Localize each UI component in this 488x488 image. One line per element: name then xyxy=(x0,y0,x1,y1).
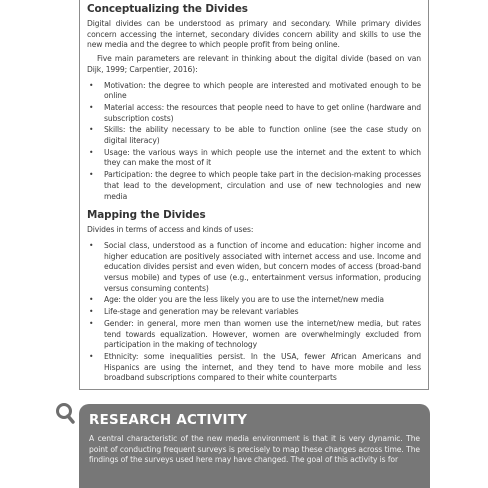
research-activity-box xyxy=(79,404,430,488)
list-item-text: Participation: the degree to which people take part in the decision-making processes that lead to the development, circulation and use of new technologies and new media xyxy=(104,170,421,201)
research-activity-title: RESEARCH ACTIVITY xyxy=(89,413,248,428)
bullet-icon: • xyxy=(89,80,94,90)
list-item-text: Usage: the various ways in which people use the internet and the extent to which they can make the most of it xyxy=(104,147,421,168)
list-item xyxy=(87,148,421,169)
paragraph: Digital divides can be understood as primary and secondary. While primary divides concern accessing the internet, secondary divides concern ability and skills to use the new media and the degree to which people profit from being online. xyxy=(87,19,421,50)
bullet-icon: • xyxy=(89,102,94,112)
list-item-text: Motivation: the degree to which people are interested and motivated enough to be online xyxy=(104,80,421,101)
bullet-icon: • xyxy=(89,318,94,328)
list-item-text: Gender: in general, more men than women use the internet/new media, but rates tend towards equalization. However, women are overwhelmingly excluded from participation in the making of technology xyxy=(104,318,421,350)
list-item xyxy=(87,125,421,146)
bullet-list-parameters xyxy=(87,81,421,203)
list-item xyxy=(87,241,421,295)
list-item xyxy=(87,81,421,102)
bullet-icon: • xyxy=(89,351,94,361)
bullet-icon: • xyxy=(89,240,94,250)
list-item-text: Age: the older you are the less likely you are to use the internet/new media xyxy=(104,295,384,305)
list-item xyxy=(87,319,421,351)
list-item-text: Ethnicity: some inequalities persist. In the USA, fewer African Americans and Hispanics are using the internet, and they tend to have more mobile and less broadband subscriptions compared to their white counterparts xyxy=(104,351,421,383)
research-activity-text: A central characteristic of the new media environment is that it is very dynamic. The point of conducting frequent surveys is precisely to map these changes across time. The findings of the surveys used here may have changed. The goal of this activity is for xyxy=(89,434,420,464)
bullet-icon: • xyxy=(89,295,94,305)
list-item xyxy=(87,352,421,384)
list-item xyxy=(87,307,421,318)
list-item-text: Social class, understood as a function of income and education: higher income and higher education are positively associated with internet access and use. Income and education divides persist and even widen, but concern modes of access (broad-band versus mobile) and types of use (e.g., entertainment versus information, producing versus consuming contents) xyxy=(104,240,421,293)
paragraph: Divides in terms of access and kinds of uses: xyxy=(87,225,254,235)
list-item-text: Skills: the ability necessary to be able to function online (see the case study on digital literacy) xyxy=(104,125,421,146)
list-item-text: Material access: the resources that people need to have to get online (hardware and subscription costs) xyxy=(104,102,421,123)
magnifier-icon xyxy=(54,402,76,424)
list-item xyxy=(87,103,421,124)
list-item xyxy=(87,170,421,202)
bullet-icon: • xyxy=(89,147,94,157)
bullet-icon: • xyxy=(89,307,94,317)
bullet-list-divides xyxy=(87,241,421,384)
list-item xyxy=(87,295,421,306)
bullet-icon: • xyxy=(89,170,94,180)
paragraph: Five main parameters are relevant in thinking about the digital divide (based on van Dijk, 1999; Carpentier, 2016): xyxy=(87,54,421,74)
heading-mapping: Mapping the Divides xyxy=(87,209,206,222)
heading-conceptualizing: Conceptualizing the Divides xyxy=(87,3,248,15)
document-body xyxy=(87,0,421,385)
list-item-text: Life-stage and generation may be relevant variables xyxy=(104,307,299,317)
bullet-icon: • xyxy=(89,125,94,135)
